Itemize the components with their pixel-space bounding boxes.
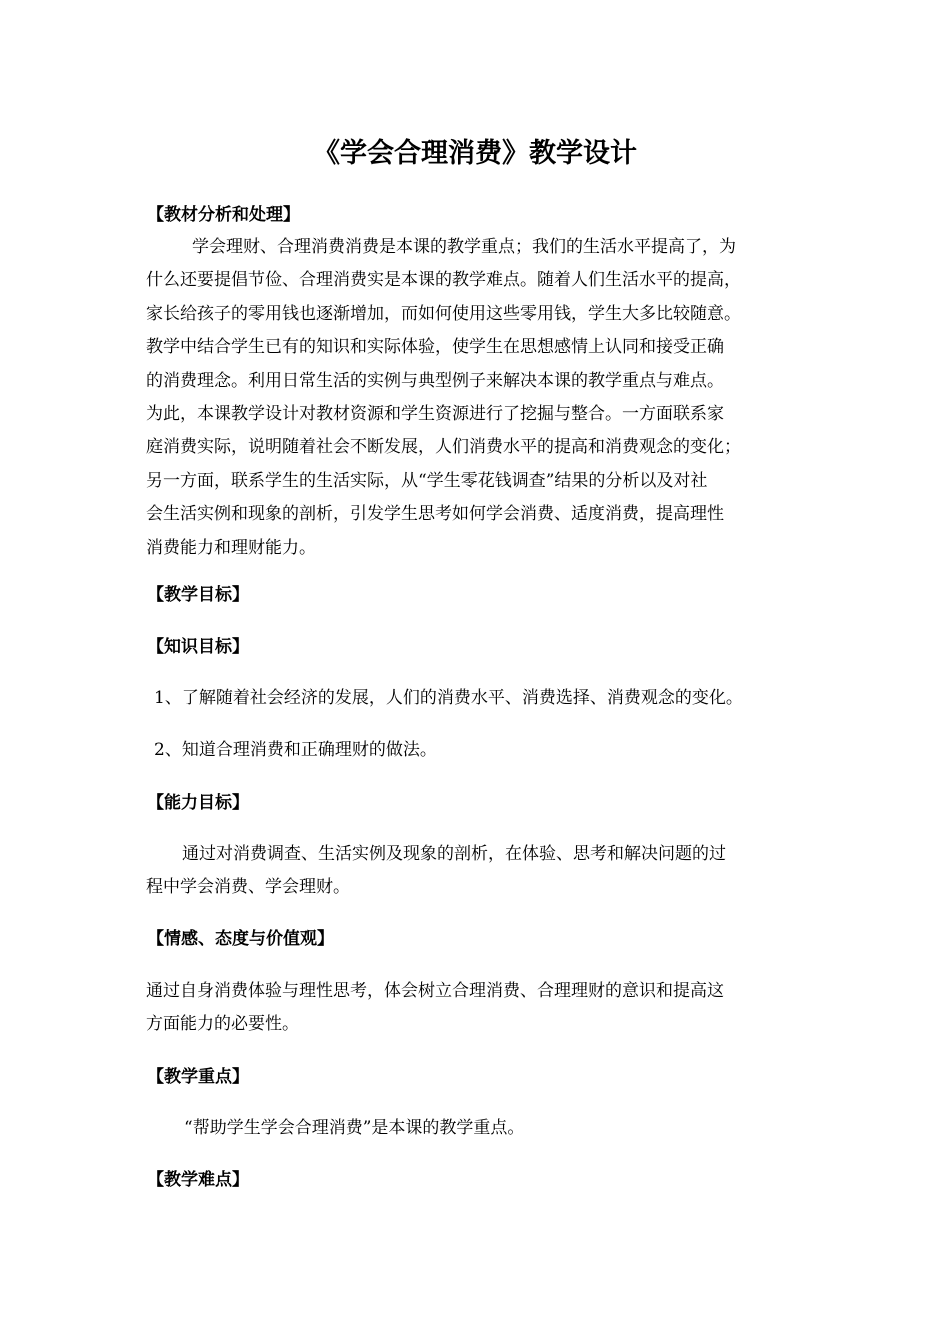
paragraph-line: 会生活实例和现象的剖析，引发学生思考如何学会消费、适度消费，提高理性 <box>146 504 724 525</box>
paragraph-line: 家长给孩子的零用钱也逐渐增加，而如何使用这些零用钱，学生大多比较随意。 <box>146 303 741 324</box>
paragraph-line: 方面能力的必要性。 <box>146 1014 299 1035</box>
paragraph-line: 学会理财、合理消费消费是本课的教学重点；我们的生活水平提高了，为 <box>192 237 736 257</box>
list-item: 1、了解随着社会经济的发展，人们的消费水平、消费选择、消费观念的变化。 <box>154 688 743 708</box>
paragraph-line: 为此，本课教学设计对教材资源和学生资源进行了挖掘与整合。一方面联系家 <box>146 403 724 424</box>
paragraph-teaching-keypoint <box>146 1112 806 1145</box>
heading-teaching-difficulty: 【教学难点】 <box>147 1170 249 1190</box>
paragraph-line: 程中学会消费、学会理财。 <box>146 877 350 898</box>
paragraph-line: 教学中结合学生已有的知识和实际体验，使学生在思想感情上认同和接受正确 <box>146 337 724 358</box>
heading-material-analysis: 【教材分析和处理】 <box>147 205 300 225</box>
heading-ability-goals: 【能力目标】 <box>147 793 249 813</box>
paragraph-line: “帮助学生学会合理消费”是本课的教学重点。 <box>184 1118 525 1138</box>
paragraph-material-analysis <box>146 231 806 565</box>
heading-teaching-keypoint: 【教学重点】 <box>147 1067 249 1087</box>
document-title: 《学会合理消费》教学设计 <box>313 138 637 169</box>
paragraph-line: 的消费理念。利用日常生活的实例与典型例子来解决本课的教学重点与难点。 <box>146 370 724 391</box>
heading-emotion-attitude-values: 【情感、态度与价值观】 <box>147 929 334 949</box>
paragraph-line: 另一方面，联系学生的生活实际，从“学生零花钱调查”结果的分析以及对社 <box>146 470 708 491</box>
list-item: 2、知道合理消费和正确理财的做法。 <box>154 740 437 760</box>
knowledge-item-1 <box>154 682 814 715</box>
heading-teaching-goals: 【教学目标】 <box>147 585 249 605</box>
paragraph-line: 什么还要提倡节俭、合理消费实是本课的教学难点。随着人们生活水平的提高， <box>146 270 741 291</box>
paragraph-line: 通过对消费调查、生活实例及现象的剖析，在体验、思考和解决问题的过 <box>182 844 726 864</box>
paragraph-ability-goals <box>146 838 806 905</box>
paragraph-line: 庭消费实际，说明随着社会不断发展，人们消费水平的提高和消费观念的变化； <box>146 437 741 458</box>
heading-knowledge-goals: 【知识目标】 <box>147 637 249 657</box>
paragraph-emotion-attitude-values <box>146 975 806 1042</box>
paragraph-line: 消费能力和理财能力。 <box>146 537 316 558</box>
paragraph-line: 通过自身消费体验与理性思考，体会树立合理消费、合理理财的意识和提高这 <box>146 981 724 1001</box>
knowledge-item-2 <box>154 734 814 767</box>
